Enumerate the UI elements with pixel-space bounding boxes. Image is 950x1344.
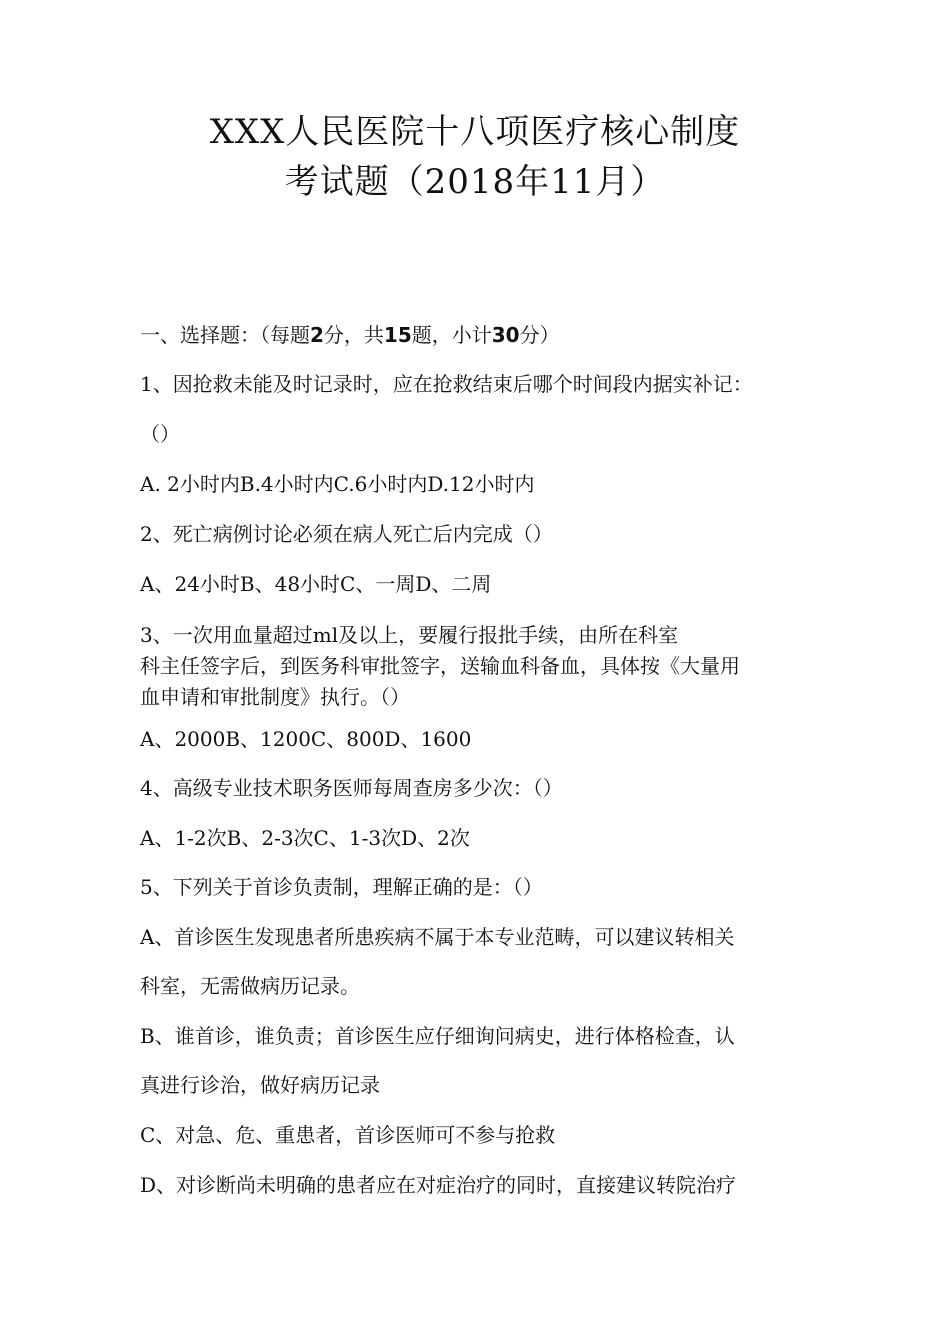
document-title: XXX人民医院十八项医疗核心制度 [209,112,741,152]
question-count: 15 [383,323,412,347]
question-5-option-b-line2: 真进行诊治，做好病历记录 [140,1073,380,1097]
per-score: 2 [310,323,324,347]
question-5-option-a-line2: 科室，无需做病历记录。 [140,974,360,998]
question-5-option-b-line1: B、谁首诊，谁负责；首诊医生应仔细询问病史，进行体格检查，认 [140,1024,735,1048]
total-score: 30 [491,323,520,347]
question-3-stem-line3: 血申请和审批制度》执行。（） [140,685,410,709]
document-subtitle: 考试题（2018年11月） [284,162,666,202]
section-mid2: 题，小计 [411,323,492,347]
question-4-stem: 4、高级专业技术职务医师每周查房多少次：（） [140,776,563,800]
section-heading [140,320,560,350]
question-1-stem: 1、因抢救未能及时记录时，应在抢救结束后哪个时间段内据实补记： [140,372,753,396]
section-suffix: 分） [519,323,560,347]
section-prefix: 一、选择题：（每题 [140,323,310,347]
question-5-stem: 5、下列关于首诊负责制，理解正确的是：（） [140,875,543,899]
question-3-stem-line2: 科主任签字后，到医务科审批签字，送输血科备血，具体按《大量用 [140,654,740,678]
question-2-options: A、24小时B、48小时C、一周D、二周 [140,572,492,596]
question-1-options: A. 2小时内B.4小时内C.6小时内D.12小时内 [140,472,535,496]
question-5-option-c: C、对急、危、重患者，首诊医师可不参与抢救 [140,1123,556,1147]
question-2-stem: 2、死亡病例讨论必须在病人死亡后内完成（） [140,522,553,546]
section-mid1: 分，共 [323,323,384,347]
question-3-options: A、2000B、1200C、800D、1600 [140,727,472,751]
question-5-option-a-line1: A、首诊医生发现患者所患疾病不属于本专业范畴，可以建议转相关 [140,925,735,949]
question-1-blank: （） [140,422,180,446]
question-5-option-d: D、对诊断尚未明确的患者应在对症治疗的同时，直接建议转院治疗 [140,1173,737,1197]
question-3-stem-line1: 3、一次用血量超过ml及以上，要履行报批手续，由所在科室 [140,623,679,647]
question-4-options: A、1-2次B、2-3次C、1-3次D、2次 [140,826,470,850]
